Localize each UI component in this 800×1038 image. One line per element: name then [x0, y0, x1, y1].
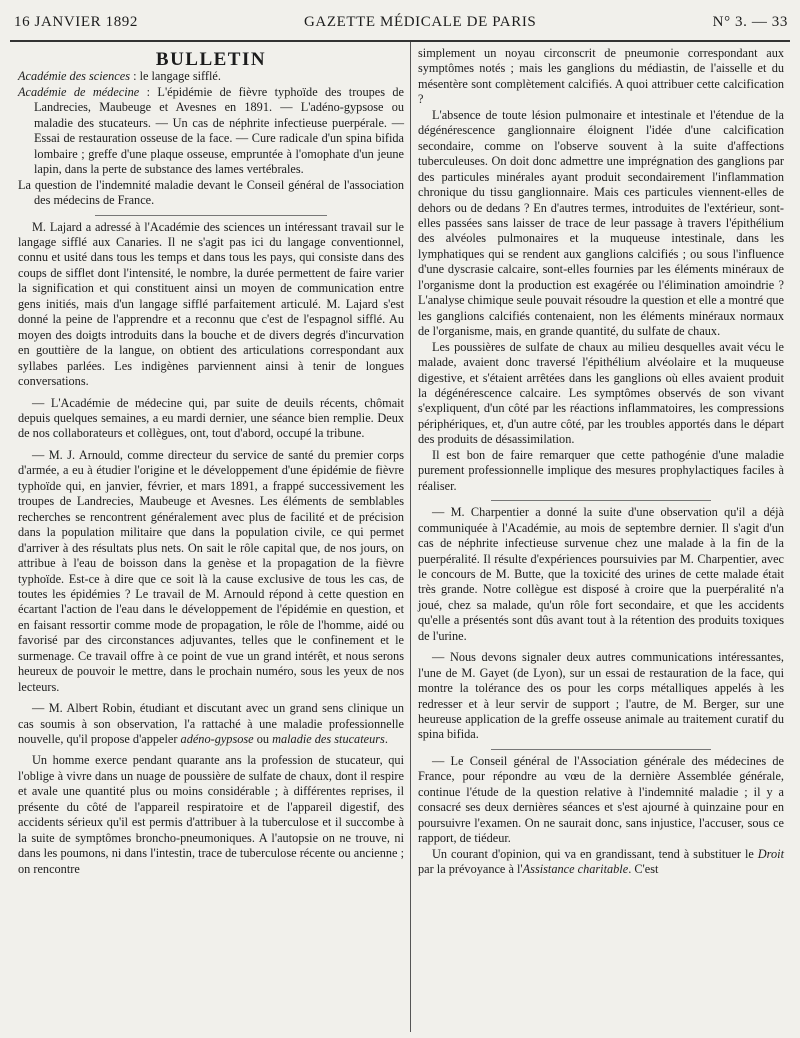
- header-rule: [10, 40, 790, 42]
- bulletin-title: BULLETIN: [155, 49, 267, 70]
- paragraph-courant-opinion: [418, 847, 784, 878]
- paragraph-langage-siffle: M. Lajard a adressé à l'Académie des sciences un intéressant travail sur le langage sifflé aux Canaries. Il ne s'agit pas ici du langage conventionnel, connu et usité dans tous les temps et dans tous les pays, qui consiste dans des coups de sifflet dont l'intensité, le nombre, la durée permettent de faire varier la signification et qui constituent ainsi un moyen de communication entre gens initiés, mais d'un langage sifflé parfaitement articulé. M. Lajard s'est donné la peine de l'apprendre et a reconnu que c'est de l'espagnol sifflé. Au moyen des doigts introduits dans la bouche et de divers degrés d'incurvation en gouttière de la langue, on obtient des articulations correspondant aux syllabes parlées. Les indigènes parviennent ainsi à tenir de longues conversations.: [18, 219, 404, 389]
- summary-association: La question de l'indemnité maladie devant le Conseil général de l'association des médecins de France.: [18, 177, 404, 208]
- courant-term-2: Assistance charitable: [522, 862, 629, 877]
- paragraph-arnould: — M. J. Arnould, comme directeur du service de santé du premier corps d'armée, a eu à étudier l'origine et le développement d'une épidémie de fièvre typhoïde qui, en janvier, février, et mars 1891, a frappé successivement les troupes de Landrecies, Maubeuge et Avesnes. Les éléments de semblables recherches se rencontrent généralement avec plus de facilité et de précision dans la population militaire que dans la population civile, ce qui permet d'arriver à des résultats plus nets. On sait le rôle capital que, de nos jours, on attribue à l'eau de boisson dans la genèse et la propagation de la fièvre typhoïde. Est-ce à dire que ce soit là la cause exclusive de tous les cas, de toutes les épidémies ? Le travail de M. Arnould répond à cette question en écartant l'action de l'eau dans le développement de l'épidémie en question, et en faisant ressortir comme mode de propagation, le rôle de l'homme, aidé ou favorisé par des circonstances adjuvantes, telles que le confinement et le surmenage. Ce travail offre à ce point de vue un grand intérêt, et nous serons heureux de pouvoir le mettre, dans le prochain numéro, sous les yeux de nos lecteurs.: [18, 447, 404, 694]
- section-separator: [491, 500, 711, 501]
- courant-term-1: Droit: [757, 846, 784, 861]
- courant-text-b: par la prévoyance à l': [418, 862, 523, 877]
- robin-term-1: adéno-gypsose: [180, 732, 254, 747]
- summary-sciences-label: Académie des sciences: [18, 69, 130, 84]
- courant-text-a: Un courant d'opinion, qui va en grandissant, tend à substituer le: [432, 846, 758, 861]
- paragraph-calcification: simplement un noyau circonscrit de pneumonie correspondant aux symptômes notés ; mais les ganglions du médiastin, de l'aisselle et du mésentère sont complètement calcifiés. A quoi attribuer cette calcification ?: [418, 46, 784, 107]
- paragraph-robin: [18, 701, 404, 747]
- robin-text-b: ou: [253, 732, 273, 747]
- header-date: 16 JANVIER 1892: [14, 14, 138, 30]
- paragraph-academie-seance: — L'Académie de médecine qui, par suite de deuils récents, chômait depuis quelques semaines, a eu mardi dernier, une séance bien remplie. Deux de nos collaborateurs et collègues, ont, tout d'abord, occupé la tribune.: [18, 395, 404, 441]
- section-separator: [95, 215, 327, 216]
- summary-medecine: [18, 85, 404, 178]
- summary-medecine-label: Académie de médecine: [18, 84, 140, 99]
- robin-text-c: .: [384, 732, 388, 747]
- right-column: [418, 46, 784, 878]
- paragraph-conseil-general: — Le Conseil général de l'Association générale des médecines de France, pour répondre au vœu de la dernière Assemblée générale, continue l'étude de la question relative à l'indemnité maladie ; il y a consacré ses deux dernières séances et s'est ajourné à quinzaine pour en poursuivre l'examen. On ne saurait donc, sans injustice, l'accuser, sous ce rapport, de tiédeur.: [418, 753, 784, 846]
- summary-medecine-text: : L'épidémie de fièvre typhoïde des troupes de Landrecies, Maubeuge et Avesnes en 1891. — L'adéno-gypsose ou maladie des stucateurs. — Un cas de néphrite infectieuse puerpérale. — Essai de restauration osseuse de la face. — Cure radicale d'un spina bifida lombaire ; greffe d'une plaque osseuse, empruntée à l'omophate d'un jeune lapin, dans la perte de substance des lames vertébrales.: [34, 84, 404, 177]
- column-divider: [410, 42, 411, 1032]
- header-page-number: N° 3. — 33: [712, 14, 788, 30]
- summary-sciences: [18, 69, 404, 84]
- header-title: GAZETTE MÉDICALE DE PARIS: [304, 14, 537, 30]
- robin-term-2: maladie des stucateurs: [272, 732, 385, 747]
- paragraph-stucateur-case: Un homme exerce pendant quarante ans la profession de stucateur, qui l'oblige à vivre dans un nuage de poussière de sulfate de chaux, dont il respire et avale une quantité plus ou moins considérable ; à différentes reprises, il présente du côté de l'appareil respiratoire et de l'appareil digestif, des accidents sérieux qu'il est permis d'attribuer à la tuberculose et il succombe à la suite de symptômes broncho-pneumoniques. A l'autopsie on ne trouve, ni dans les poumons, ni dans l'intestin, trace de tuberculose récente ou ancienne ; on rencontre: [18, 753, 404, 876]
- summary-sciences-text: : le langage sifflé.: [130, 69, 221, 84]
- paragraph-pathogenie: Il est bon de faire remarquer que cette pathogénie d'une maladie purement professionnelle implique des mesures prophylactiques faciles à réaliser.: [418, 447, 784, 493]
- robin-text-a: — M. Albert Robin, étudiant et discutant avec un grand sens clinique un cas soumis à son observation, l'a rattaché à une maladie professionnelle nouvelle, qu'il propose d'appeler: [18, 701, 404, 747]
- courant-text-c: . C'est: [628, 862, 659, 877]
- paragraph-degenerescence: L'absence de toute lésion pulmonaire et intestinale et l'étendue de la dégénérescence ganglionnaire éloignent l'idée d'une calcification secondaire, comme on l'observe souvent à la suite d'affections tuberculeuses. On doit donc admettre une imprégnation des ganglions par des particules minérales ayant produit secondairement l'inflammation chronique du tissu ganglionnaire. Mais ces particules viennent-elles de dehors ou de dedans ? En d'autres termes, introduites de l'extérieur, sont-elles passées sans laisser de trace de leur passage à travers l'épithélium des alvéoles pulmonaires et la muqueuse intestinale, dans les lymphatiques qui se rendent aux ganglions calcifiés ; ou sous l'influence d'une dyscrasie calcaire, sont-elles fournies par les éléments minéraux de l'organisme dont la production est exagérée ou l'élimination amoindrie ? L'analyse chimique seule pouvait résoudre la question et elle a montré que les ganglions calcifiés contenaient, non les éléments minéraux normaux de l'organisme, mais, en grande quantité, du sulfate de chaux.: [418, 107, 784, 339]
- left-column: [18, 46, 404, 877]
- section-separator: [491, 749, 711, 750]
- paragraph-charpentier: — M. Charpentier a donné la suite d'une observation qu'il a déjà communiquée à l'Académie, au mois de septembre dernier. Il s'agit d'un cas de néphrite infectieuse survenue chez une malade à la fin de la puerpéralité. Il résulte d'expériences poursuivies par M. Charpentier, avec le concours de M. Butte, que la toxicité des urines de cette malade était très grande. Notre collègue est disposé à croire que la puerpéralité n'a joué, chez sa malade, qu'un rôle fort secondaire, et que les accidents qu'elle a présentés sont dûs avant tout à la rétention des produits toxiques de l'urine.: [418, 505, 784, 643]
- paragraph-gayet-berger: — Nous devons signaler deux autres communications intéressantes, l'une de M. Gayet (de Lyon), sur un essai de restauration de la face, qui montre la tolérance des os pour les corps métalliques appelés à les redresser et à leur servir de support ; l'autre, de M. Berger, sur une heureuse application de la greffe osseuse animale au traitement curatif du spina bifida.: [418, 650, 784, 742]
- paragraph-poussieres: Les poussières de sulfate de chaux au milieu desquelles avait vécu le malade, avaient donc traversé l'épithélium alvéolaire et la muqueuse digestive, et s'étaient arrêtées dans les ganglions où elles avaient produit la dégénérescence calcaire. Les symptômes observés de son vivant s'expliquent, d'un côté par les réactions inflammatoires, les compressions périphériques, et, d'un autre côté, par les troubles apportés dans le départ des produits de désassimilation.: [418, 339, 784, 447]
